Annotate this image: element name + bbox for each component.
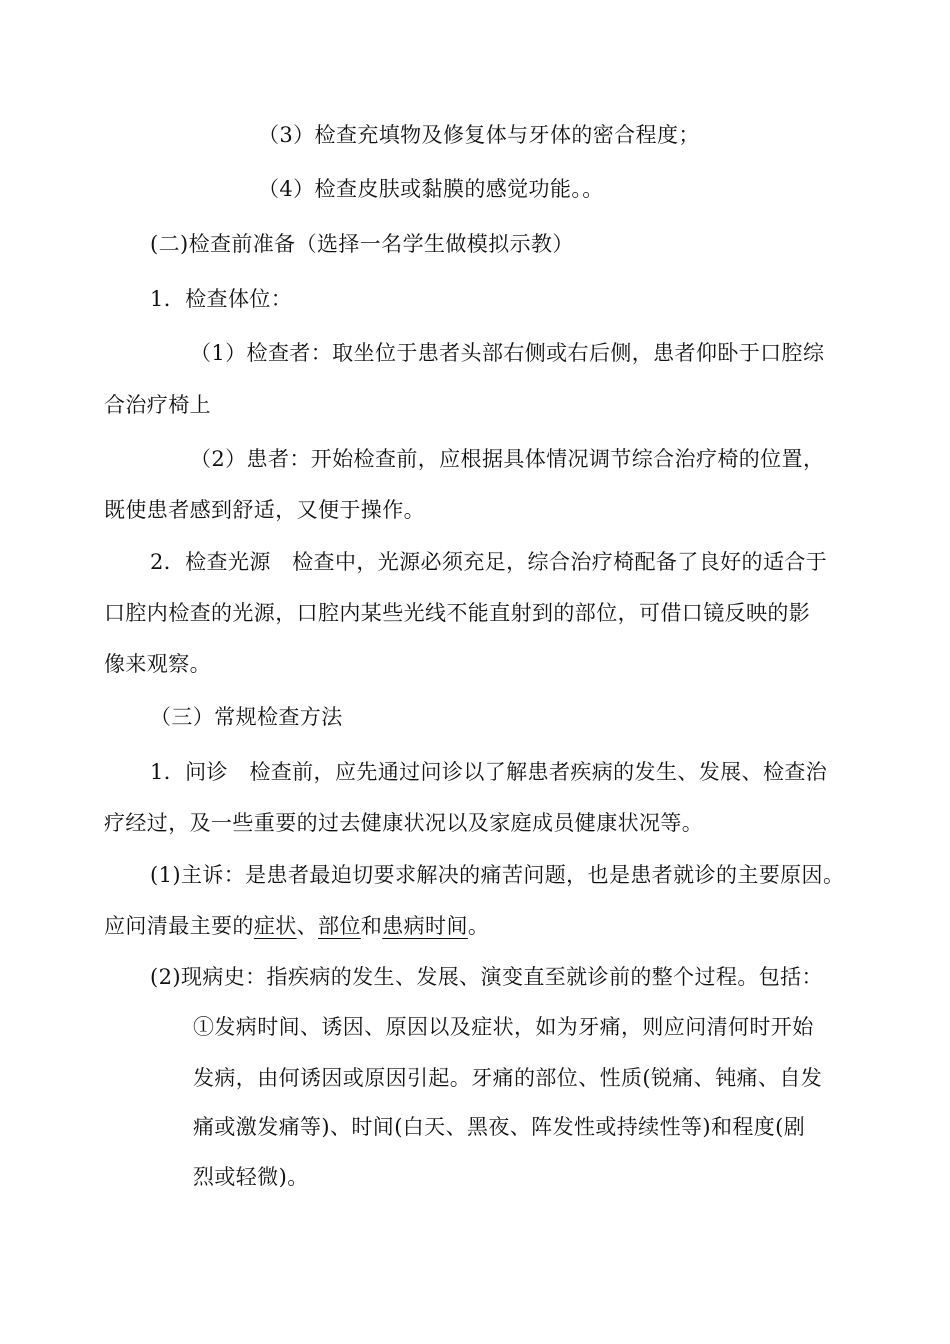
underlined-term-symptom: 症状 (253, 914, 297, 938)
section-heading: （三）常规检查方法 (150, 705, 343, 729)
text-line: ①发病时间、诱因、原因以及症状，如为牙痛，则应问清何时开始 (193, 1015, 814, 1039)
text-line: （4）检查皮肤或黏膜的感觉功能。。 (258, 177, 604, 201)
underlined-term-location: 部位 (318, 914, 361, 938)
text-line: (2)现病史：指疾病的发生、发展、演变直至就诊前的整个过程。包括： (150, 965, 823, 989)
text-segment: 。 (467, 914, 490, 938)
underlined-term-duration: 患病时间 (382, 914, 468, 938)
subsection-heading: 1．检查体位： (150, 287, 293, 311)
text-segment: 、 (296, 914, 319, 938)
text-line: 口腔内检查的光源，口腔内某些光线不能直射到的部位，可借口镜反映的影 (104, 601, 811, 625)
text-line: 痛或激发痛等)、时间(白天、黑夜、阵发性或持续性等)和程度(剧 (193, 1115, 806, 1139)
text-line: 烈或轻微)。 (193, 1165, 309, 1189)
text-segment: 和 (360, 914, 383, 938)
text-line: （3）检查充填物及修复体与牙体的密合程度； (258, 123, 700, 147)
text-line: 像来观察。 (104, 652, 211, 676)
text-line: 既使患者感到舒适，又便于操作。 (104, 498, 425, 522)
text-segment: 应问清最主要的 (104, 914, 254, 938)
text-line: 疗经过，及一些重要的过去健康状况以及家庭成员健康状况等。 (104, 811, 704, 835)
text-line: 1．问诊 检查前，应先通过问诊以了解患者疾病的发生、发展、检查治 (150, 760, 828, 784)
text-line: (1)主诉：是患者最迫切要求解决的痛苦问题，也是患者就诊的主要原因。 (150, 863, 845, 887)
text-line: 合治疗椅上 (104, 393, 211, 417)
chief-complaint-line (104, 912, 489, 940)
section-heading: (二)检查前准备（选择一名学生做模拟示教） (150, 232, 574, 256)
text-line: （2）患者：开始检查前，应根据具体情况调节综合治疗椅的位置， (190, 447, 825, 471)
text-line: （1）检查者：取坐位于患者头部右侧或右后侧，患者仰卧于口腔综 (190, 341, 825, 365)
text-line: 发病，由何诱因或原因引起。牙痛的部位、性质(锐痛、钝痛、自发 (193, 1066, 823, 1090)
text-line: 2．检查光源 检查中，光源必须充足，综合治疗椅配备了良好的适合于 (150, 550, 828, 574)
